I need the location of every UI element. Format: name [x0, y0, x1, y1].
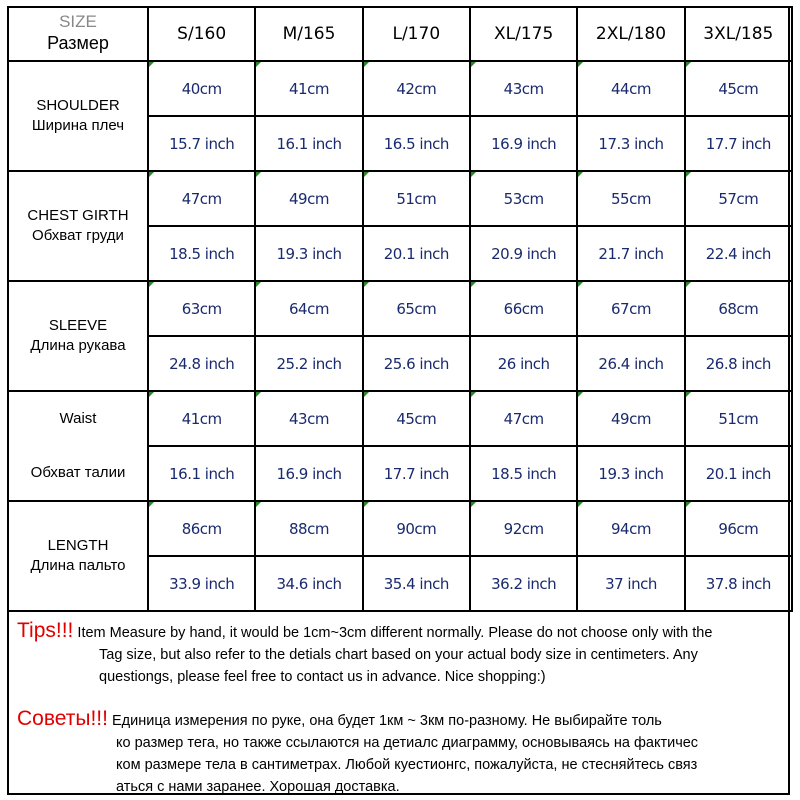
value-inch-cell: 20.1 inch: [685, 446, 792, 501]
tips-text-line: Единица измерения по руке, она будет 1км ~ 3км по-разному. Не выбирайте толь: [107, 713, 662, 729]
tips-text-line: Item Measure by hand, it would be 1cm~3cm different normally. Please do not choose only with the: [73, 625, 713, 641]
value-cm-cell: 65cm: [363, 281, 470, 336]
value-inch-cell: 16.1 inch: [255, 116, 362, 171]
value-cm-cell: 68cm: [685, 281, 792, 336]
value-inch-cell: 26.8 inch: [685, 336, 792, 391]
value-cm-cell: 64cm: [255, 281, 362, 336]
value-cm-cell: 86cm: [148, 501, 255, 556]
value-cm-cell: 63cm: [148, 281, 255, 336]
value-cm-cell: 41cm: [148, 391, 255, 446]
value-cm-cell: 45cm: [363, 391, 470, 446]
value-inch-cell: 34.6 inch: [255, 556, 362, 611]
row-label-ru: Обхват талии: [30, 464, 126, 481]
tips-heading: Tips!!!: [17, 619, 74, 642]
size-column-header: XL/175: [470, 7, 577, 61]
value-cm-cell: 42cm: [363, 61, 470, 116]
value-cm-cell: 88cm: [255, 501, 362, 556]
value-inch-cell: 18.5 inch: [470, 446, 577, 501]
row-label-en: SLEEVE: [48, 317, 108, 334]
value-inch-cell: 18.5 inch: [148, 226, 255, 281]
tips-text-line: ко размер тега, но также ссылаются на детиалс диаграмму, основываясь на фактичес: [116, 735, 699, 751]
row-label-ru: Длина рукава: [30, 337, 126, 354]
value-cm-cell: 96cm: [685, 501, 792, 556]
size-label-ru: Размер: [47, 33, 109, 53]
value-inch-cell: 25.2 inch: [255, 336, 362, 391]
value-cm-cell: 55cm: [577, 171, 684, 226]
value-inch-cell: 19.3 inch: [577, 446, 684, 501]
value-inch-cell: 19.3 inch: [255, 226, 362, 281]
value-cm-cell: 41cm: [255, 61, 362, 116]
tips-text-line: Tag size, but also refer to the detials chart based on your actual body size in centimeters. Any: [99, 647, 698, 663]
size-column-header: L/170: [363, 7, 470, 61]
row-label-en: CHEST GIRTH: [27, 207, 129, 224]
size-column-header: M/165: [255, 7, 362, 61]
row-label-ru: Обхват груди: [32, 227, 124, 244]
value-cm-cell: 57cm: [685, 171, 792, 226]
value-inch-cell: 36.2 inch: [470, 556, 577, 611]
value-inch-cell: 20.9 inch: [470, 226, 577, 281]
value-inch-cell: 16.1 inch: [148, 446, 255, 501]
tips-text-line: questiongs, please feel free to contact us in advance. Nice shopping:): [99, 669, 546, 685]
value-inch-cell: 17.7 inch: [363, 446, 470, 501]
value-cm-cell: 43cm: [255, 391, 362, 446]
value-inch-cell: 35.4 inch: [363, 556, 470, 611]
value-cm-cell: 45cm: [685, 61, 792, 116]
value-inch-cell: 17.7 inch: [685, 116, 792, 171]
value-inch-cell: 25.6 inch: [363, 336, 470, 391]
value-inch-cell: 21.7 inch: [577, 226, 684, 281]
value-inch-cell: 26 inch: [470, 336, 577, 391]
value-inch-cell: 37.8 inch: [685, 556, 792, 611]
tips-text-line: ком размере тела в сантиметрах. Любой куестионгс, пожалуйста, не стесняйтесь связ: [116, 757, 698, 773]
value-inch-cell: 22.4 inch: [685, 226, 792, 281]
value-cm-cell: 40cm: [148, 61, 255, 116]
value-inch-cell: 15.7 inch: [148, 116, 255, 171]
value-inch-cell: 24.8 inch: [148, 336, 255, 391]
outer-border: [7, 6, 790, 795]
row-label-ru: Длина пальто: [30, 557, 126, 574]
value-cm-cell: 90cm: [363, 501, 470, 556]
row-label-en: Waist: [59, 410, 97, 427]
value-cm-cell: 44cm: [577, 61, 684, 116]
value-cm-cell: 47cm: [148, 171, 255, 226]
value-cm-cell: 49cm: [255, 171, 362, 226]
size-column-header: 2XL/180: [577, 7, 684, 61]
value-cm-cell: 43cm: [470, 61, 577, 116]
value-cm-cell: 51cm: [363, 171, 470, 226]
size-column-header: 3XL/185: [685, 7, 792, 61]
value-cm-cell: 53cm: [470, 171, 577, 226]
value-cm-cell: 49cm: [577, 391, 684, 446]
value-inch-cell: 16.9 inch: [470, 116, 577, 171]
value-cm-cell: 92cm: [470, 501, 577, 556]
value-cm-cell: 47cm: [470, 391, 577, 446]
value-inch-cell: 37 inch: [577, 556, 684, 611]
size-column-header: S/160: [148, 7, 255, 61]
tips-text-line: аться с нами заранее. Хорошая доставка.: [116, 779, 400, 795]
value-inch-cell: 17.3 inch: [577, 116, 684, 171]
value-cm-cell: 94cm: [577, 501, 684, 556]
value-cm-cell: 51cm: [685, 391, 792, 446]
row-label-en: LENGTH: [47, 537, 109, 554]
value-inch-cell: 16.5 inch: [363, 116, 470, 171]
size-label-en: SIZE: [59, 12, 97, 31]
value-cm-cell: 67cm: [577, 281, 684, 336]
value-inch-cell: 16.9 inch: [255, 446, 362, 501]
tips-heading-ru: Советы!!!: [17, 707, 108, 730]
value-inch-cell: 20.1 inch: [363, 226, 470, 281]
value-inch-cell: 33.9 inch: [148, 556, 255, 611]
row-label-ru: Ширина плеч: [31, 117, 125, 134]
row-label-en: SHOULDER: [36, 97, 120, 114]
value-cm-cell: 66cm: [470, 281, 577, 336]
value-inch-cell: 26.4 inch: [577, 336, 684, 391]
